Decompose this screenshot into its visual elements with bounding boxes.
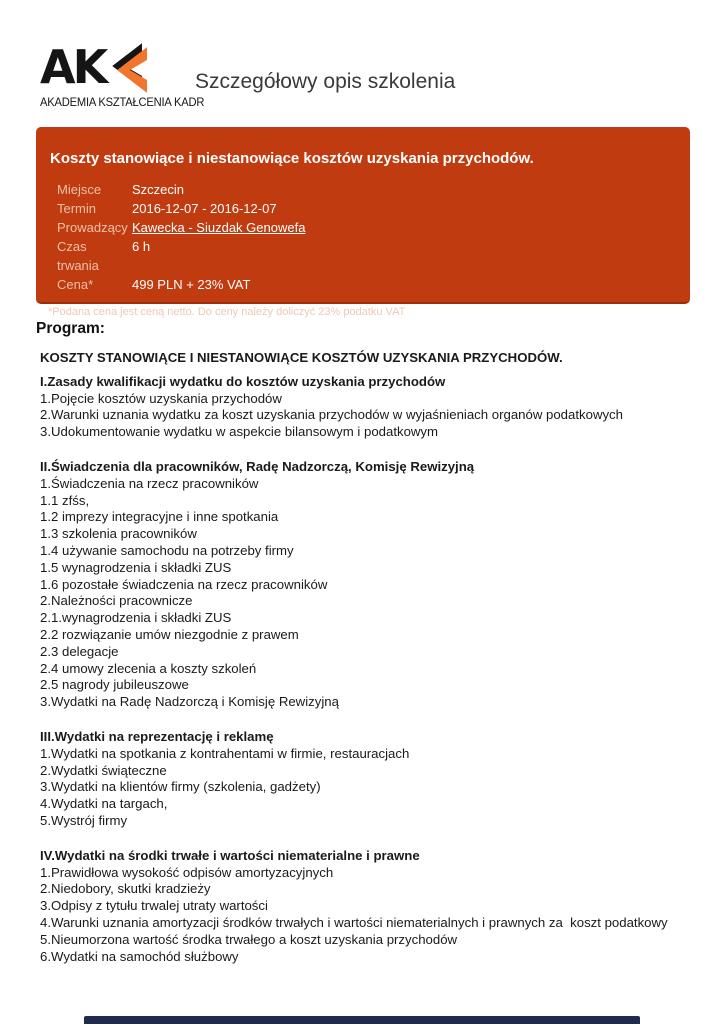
price-footnote: *Podana cena jest ceną netto. Do ceny należy doliczyć 23% podatku VAT [48,306,406,318]
program-line: 1.5 wynagrodzenia i składki ZUS [40,559,232,575]
program-section-heading: I.Zasady kwalifikacji wydatku do kosztów uzyskania przychodów [40,373,446,389]
program-line: 2.3 delegacje [40,643,119,659]
trainer-link[interactable]: Kawecka - Siuzdak Genowefa [132,220,306,235]
course-field-row [57,199,690,218]
field-label: Czas trwania [57,239,99,273]
field-value: Szczecin [132,182,185,197]
program-section [36,320,706,965]
program-line: 4.Wydatki na targach, [40,796,168,812]
field-value: 2016-12-07 - 2016-12-07 [132,201,277,216]
field-label: Cena* [57,277,94,292]
program-section-heading: IV.Wydatki na środki trwałe i wartości niematerialne i prawne [40,847,420,863]
program-section-heading: KOSZTY STANOWIĄCE I NIESTANOWIĄCE KOSZTÓW UZYSKANIA PRZYCHODÓW. [40,350,563,365]
program-section-heading: II.Świadczenia dla pracowników, Radę Nadzorczą, Komisję Rewizyjną [40,458,475,474]
akk-chevron-icon [113,45,147,92]
program-line: 2.1.wynagrodzenia i składki ZUS [40,610,232,626]
footer-bar [84,1016,640,1024]
program-line: 2.Niedobory, skutki kradzieży [40,881,211,897]
program-line: 1.6 pozostałe świadczenia na rzecz pracowników [40,576,328,592]
page-header [40,40,685,114]
program-line: 2.5 nagrody jubileuszowe [40,677,189,693]
program-section-heading: III.Wydatki na reprezentację i reklamę [40,728,274,744]
program-line: 1.1 zfśs, [40,492,90,508]
program-line: 1.3 szkolenia pracowników [40,526,197,542]
program-lines [36,350,706,965]
program-line: 1.Prawidłowa wysokość odpisów amortyzacyjnych [40,864,334,880]
program-line: 2.4 umowy zlecenia a koszty szkoleń [40,660,257,676]
akk-logo-subtitle: AKADEMIA KSZTAŁCENIA KADR [40,97,205,109]
course-fields [57,180,690,294]
course-field-row [57,180,690,199]
program-line: 5.Wystrój firmy [40,812,128,828]
program-line: 2.Należności pracownicze [40,593,193,609]
program-line: 2.2 rozwiązanie umów niezgodnie z prawem [40,626,299,642]
field-value: 6 h [132,239,151,254]
course-field-row [57,237,690,275]
program-line: 5.Nieumorzona wartość środka trwałego a koszt uzyskania przychodów [40,931,458,947]
program-line: 2.Warunki uznania wydatku za koszt uzyskania przychodów w wyjaśnieniach organów podatkowych [40,407,623,423]
program-line: 3.Odpisy z tytułu trwalej utraty wartości [40,898,268,914]
field-value: 499 PLN + 23% VAT [132,277,251,292]
course-field-row [57,275,690,294]
program-line: 1.Wydatki na spotkania z kontrahentami w firmie, restauracjach [40,745,410,761]
program-line: 1.Pojęcie kosztów uzyskania przychodów [40,390,282,406]
akk-logo [40,40,205,110]
program-line: 3.Wydatki na klientów firmy (szkolenia, gadżety) [40,779,321,795]
program-line: 1.4 używanie samochodu na potrzeby firmy [40,542,294,558]
course-summary-box [36,127,690,318]
program-line: 1.2 imprezy integracyjne i inne spotkania [40,509,279,525]
program-line: 1.Świadczenia na rzecz pracowników [40,475,259,491]
program-line: 3.Udokumentowanie wydatku w aspekcie bilansowym i podatkowym [40,424,439,440]
field-label: Miejsce [57,182,102,197]
program-line: 4.Warunki uznania amortyzacji środków trwałych i wartości niematerialnych i prawnych za koszt podatkowy [40,914,668,930]
program-line: 6.Wydatki na samochód służbowy [40,948,239,964]
page-title: Szczegółowy opis szkolenia [195,70,456,93]
course-field-row [57,218,690,237]
course-title: Koszty stanowiące i niestanowiące kosztów uzyskania przychodów. [50,150,534,167]
akk-logo-text: AK [40,40,106,94]
field-label: Termin [57,201,97,216]
program-line: 2.Wydatki świąteczne [40,762,167,778]
field-label: Prowadzący [57,220,128,235]
akk-logo-mark [40,40,190,94]
program-heading: Program: [36,320,105,337]
program-line: 3.Wydatki na Radę Nadzorczą i Komisję Rewizyjną [40,694,339,710]
